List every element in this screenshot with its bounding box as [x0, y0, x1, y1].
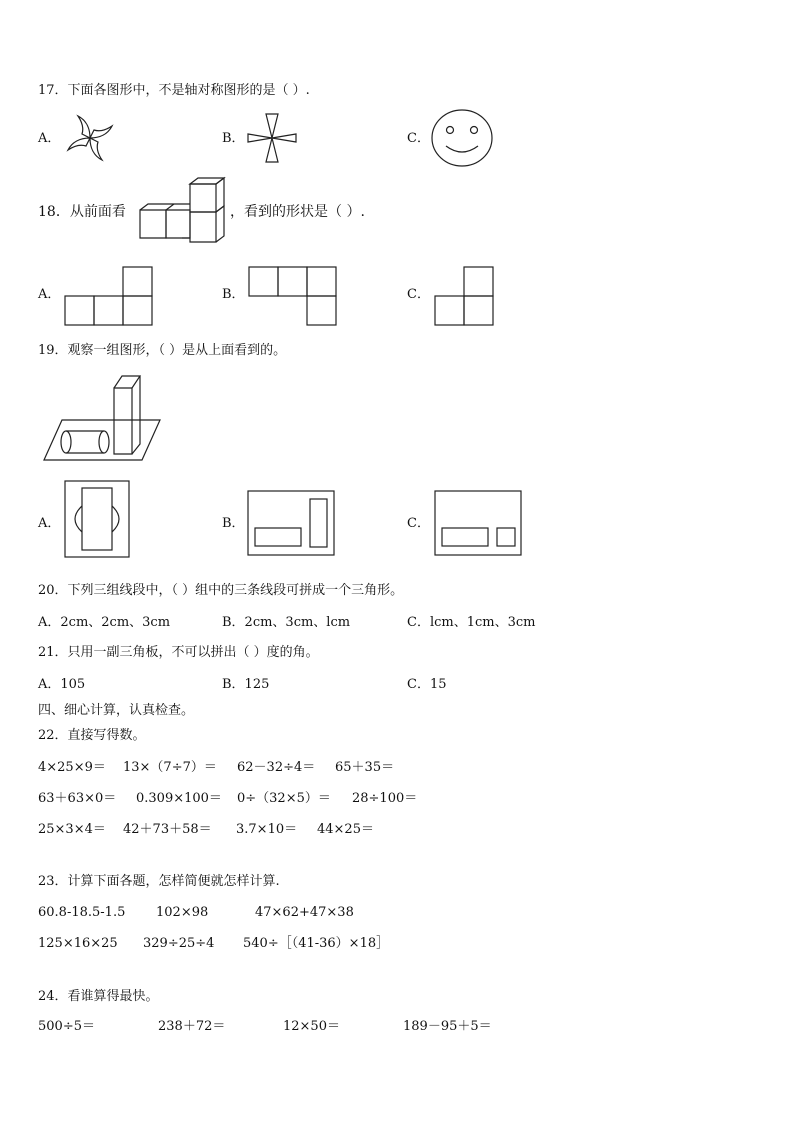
q17-option-b-label: B． [222, 131, 245, 146]
q23-r2-c2: 329÷25÷4 [143, 936, 215, 951]
smiley-face-icon [430, 108, 494, 168]
q24-item-2: 238＋72＝ [158, 1019, 226, 1034]
q18-stem-start: 18．从前面看 [38, 204, 126, 220]
pinwheel-icon [60, 110, 120, 166]
q17-stem: 17．下面各图形中，不是轴对称图形的是（ ）. [38, 83, 310, 98]
q18-option-a-shape [64, 266, 154, 328]
q23-r1-c1: 60.8-18.5-1.5 [38, 905, 126, 920]
q21-option-c: C．15 [407, 677, 447, 692]
q20-stem: 20．下列三组线段中，（ ）组中的三条线段可拼成一个三角形。 [38, 583, 404, 598]
q21-option-b: B．125 [222, 677, 270, 692]
q23-r1-c3: 47×62+47×38 [255, 905, 354, 920]
q20-option-c: C．lcm、1cm、3cm [407, 615, 536, 630]
q22-r2-c3: 0÷（32×5）＝ [237, 791, 331, 806]
cube-stack-figure [138, 176, 230, 246]
q22-r3-c2: 42＋73＋58＝ [123, 822, 212, 837]
q22-stem: 22．直接写得数。 [38, 728, 146, 743]
q23-stem: 23．计算下面各题，怎样简便就怎样计算. [38, 874, 280, 889]
q18-option-c-shape [434, 266, 496, 328]
q22-r1-c2: 13×（7÷7）＝ [123, 760, 217, 775]
q19-solid-figure [42, 372, 162, 464]
q22-r3-c1: 25×3×4＝ [38, 822, 106, 837]
q22-r3-c4: 44×25＝ [317, 822, 374, 837]
q19-option-c-label: C． [407, 516, 430, 531]
q21-option-a: A．105 [38, 677, 86, 692]
q19-option-b-label: B． [222, 516, 245, 531]
q18-option-b-shape [248, 266, 338, 328]
q22-r2-c2: 0.309×100＝ [136, 791, 222, 806]
q23-r2-c1: 125×16×25 [38, 936, 118, 951]
q20-option-a: A．2cm、2cm、3cm [38, 615, 171, 630]
q17-option-c-label: C． [407, 131, 430, 146]
q24-item-4: 189－95＋5＝ [403, 1019, 492, 1034]
propeller-icon [244, 110, 300, 166]
section-4-heading: 四、细心计算，认真检查。 [38, 703, 195, 718]
q19-option-b-view [247, 490, 335, 556]
q17-option-a-label: A． [38, 131, 61, 146]
q20-option-b: B．2cm、3cm、lcm [222, 615, 351, 630]
q19-option-a-view [64, 480, 130, 558]
q23-r1-c2: 102×98 [156, 905, 209, 920]
q22-r3-c3: 3.7×10＝ [236, 822, 298, 837]
q24-item-1: 500÷5＝ [38, 1019, 95, 1034]
q22-r1-c3: 62－32÷4＝ [237, 760, 316, 775]
q21-stem: 21．只用一副三角板，不可以拼出（ ）度的角。 [38, 645, 319, 660]
q19-option-a-label: A． [38, 516, 61, 531]
q22-r2-c4: 28÷100＝ [352, 791, 418, 806]
q18-option-a-label: A． [38, 287, 61, 302]
q23-r2-c3: 540÷［（41-36）×18］ [243, 936, 390, 951]
q18-option-b-label: B． [222, 287, 245, 302]
q24-item-3: 12×50＝ [283, 1019, 340, 1034]
q18-stem-end: ，看到的形状是（ ）. [230, 204, 365, 220]
q19-stem: 19．观察一组图形，（ ）是从上面看到的。 [38, 343, 287, 358]
q19-option-c-view [434, 490, 522, 556]
q22-r1-c1: 4×25×9＝ [38, 760, 106, 775]
q22-r1-c4: 65＋35＝ [335, 760, 395, 775]
q18-option-c-label: C． [407, 287, 430, 302]
q24-stem: 24．看谁算得最快。 [38, 989, 159, 1004]
q22-r2-c1: 63＋63×0＝ [38, 791, 117, 806]
